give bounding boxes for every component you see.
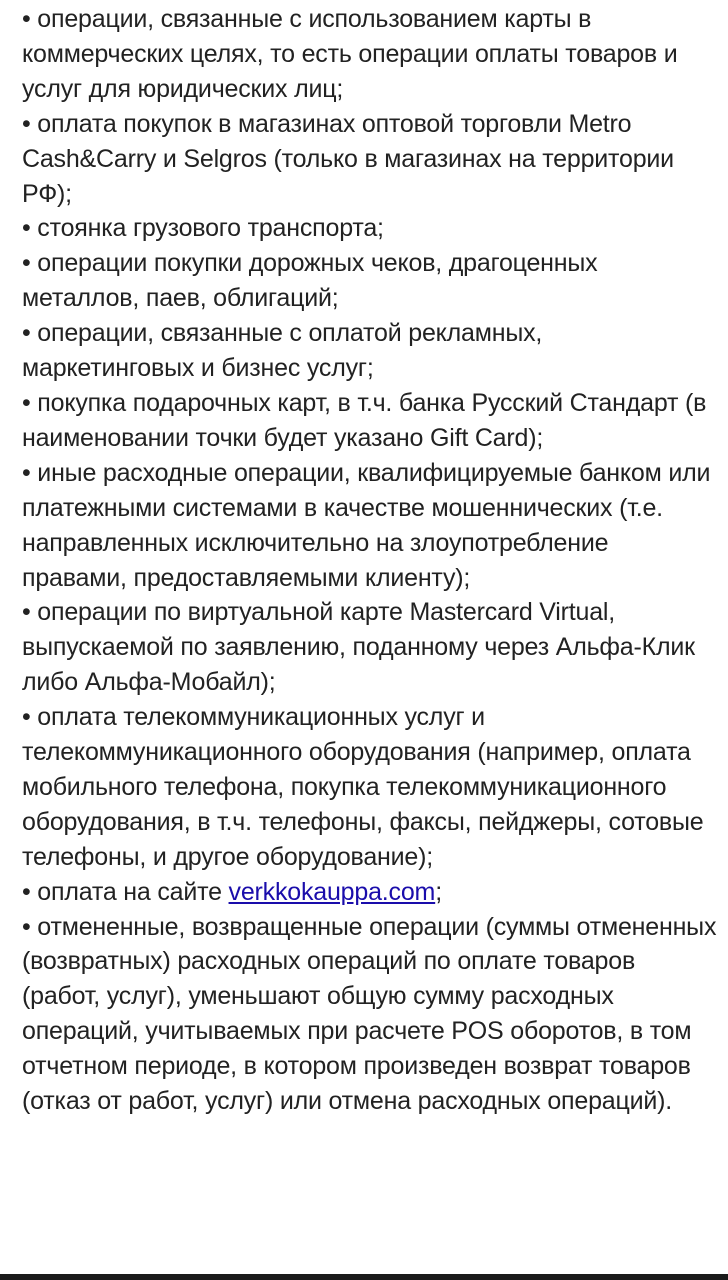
website-item-suffix: ; (435, 877, 442, 906)
list-item: • оплата покупок в магазинах оптовой торговли Metro Cash&Carry и Selgros (только в магазинах на территории РФ); (22, 109, 674, 208)
list-item-website (22, 875, 718, 910)
list-item: • стоянка грузового транспорта; (22, 214, 384, 243)
verkkokauppa-link[interactable]: verkkokauppa.com (228, 877, 436, 906)
list-item: • операции, связанные с оплатой рекламных, маркетинговых и бизнес услуг; (22, 319, 543, 383)
list-item: • отмененные, возвращенные операции (суммы отмененных (возвратных) расходных операций по оплате товаров (работ, услуг), уменьшают общую сумму расходных операций, учитываемых при расчете POS оборотов, в том отчетном периоде, в котором произведен возврат товаров (отказ от работ, услуг) или отмена расходных операций). (22, 912, 717, 1116)
bottom-edge-bar (0, 1274, 728, 1280)
list-item: • оплата телекоммуникационных услуг и телекоммуникационного оборудования (например, оплата мобильного телефона, покупка телекоммуникационного оборудования, в т.ч. телефоны, факсы, пейджеры, сотовые телефоны, и другое оборудование); (22, 703, 704, 871)
list-item: • операции покупки дорожных чеков, драгоценных металлов, паев, облигаций; (22, 249, 598, 313)
list-item: • иные расходные операции, квалифицируемые банком или платежными системами в качестве мошеннических (т.е. направленных исключительно на злоупотребление правами, предоставляемыми клиенту); (22, 458, 711, 592)
exclusions-list (22, 2, 718, 1119)
list-item: • операции, связанные с использованием карты в коммерческих целях, то есть операции оплаты товаров и услуг для юридических лиц; (22, 5, 678, 103)
list-item: • покупка подарочных карт, в т.ч. банка Русский Стандарт (в наименовании точки будет указано Gift Card); (22, 388, 707, 452)
website-item-prefix: • оплата на сайте (22, 877, 229, 906)
list-item: • операции по виртуальной карте Mastercard Virtual, выпускаемой по заявлению, поданному через Альфа-Клик либо Альфа-Мобайл); (22, 598, 695, 697)
